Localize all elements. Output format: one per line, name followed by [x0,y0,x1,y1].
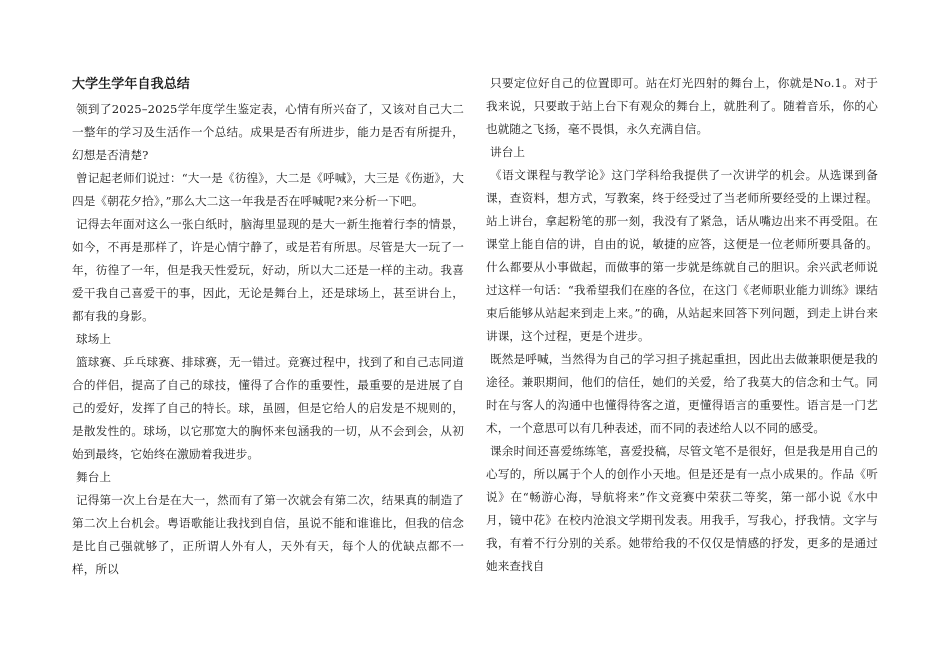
paragraph: 篮球赛、乒乓球赛、排球赛，无一错过。竞赛过程中，找到了和自己志同道合的伴侣，提高了自己的球技，懂得了合作的重要性，最重要的是进展了自己的爱好，发挥了自己的特长。球，虽圆，但是它给人的启发是不规则的，是散发性的。球场，以它那宽大的胸怀来包涵我的一切，从不会到会，从初始到最终，它始终在激励着我进步。 [72,355,464,461]
paragraph: 记得去年面对这么一张白纸时，脑海里显现的是大一新生拖着行李的情景，如今，不再是那样了，许是心情宁静了，或是若有所思。尽管是大一玩了一年，彷徨了一年，但是我天性爱玩，好动，所以大二还是一样的主动。我喜爱干我自己喜爱干的事，因此，无论是舞台上，还是球场上，甚至讲台上，都有我的身影。 [72,217,464,323]
paragraph: 记得第一次上台是在大一，然而有了第一次就会有第二次，结果真的制造了第二次上台机会。粤语歌能让我找到自信，虽说不能和谁谁比，但我的信念是比自己强就够了，正所谓人外有人，天外有天，每个人的优缺点都不一样，所以 [72,493,464,576]
paragraph: 《语文课程与教学论》这门学科给我提供了一次讲学的机会。从选课到备课，查资料，想方式，写教案，终于经受过了当老师所要经受的上课过程。站上讲台，拿起粉笔的那一刻，我没有了紧急，话从嘴边出来不再受阻。在课堂上能自信的讲，自由的说，敏捷的应答，这便是一位老师所要具备的。什么都要从小事做起，而做事的第一步就是练就自己的胆识。余兴武老师说过这样一句话：“我希望我们在座的各位，在这门《老师职业能力训练》课结束后能够从站起来到走上来。”的确，从站起来回答下列问题，到走上讲台来讲课，这个过程，更是个进步。 [486,168,878,343]
paragraph: 既然是呼喊，当然得为自己的学习担子挑起重担，因此出去做兼职便是我的途径。兼职期间，他们的信任，她们的关爱，给了我莫大的信念和士气。同时在与客人的沟通中也懂得待客之道，更懂得语言的重要性。语言是一门艺术，一个意思可以有几种表述，而不同的表述给人以不同的感受。 [486,352,878,435]
paragraph: 曾记起老师们说过：“大一是《彷徨》，大二是《呼喊》，大三是《伤逝》，大四是《朝花夕拾》，”那么大二这一年我是否在呼喊呢?来分析一下吧。 [72,171,464,208]
section-heading: 舞台上 [76,470,112,484]
paragraph: 课余时间还喜爱练练笔，喜爱投稿，尽管文笔不是很好，但是我是用自己的心写的，所以属于个人的创作小天地。但是还是有一点小成果的。作品《听说》在“畅游心海，导航将来”作文竞赛中荣获二等奖，第一部小说《水中月，镜中花》在校内沧浪文学期刊发表。用我手，写我心，抒我情。文字与我，有着不行分别的关系。她带给我的不仅仅是情感的抒发，更多的是通过她来查找自 [486,444,878,573]
document-title: 大学生学年自我总结 [72,77,190,92]
section-heading: 球场上 [76,332,112,346]
paragraph: 领到了2025–2025学年度学生鉴定表，心情有所兴奋了，又该对自己大二一整年的学习及生活作一个总结。成果是否有所进步，能力是否有所提升，幻想是否清楚? [72,102,464,162]
right-column [486,72,878,578]
paragraph: 只要定位好自己的位置即可。站在灯光四射的舞台上，你就是No.1。对于我来说，只要敢于站上台下有观众的舞台上，就胜利了。随着音乐，你的心也就随之飞扬，毫不畏惧，永久充满自信。 [486,76,878,136]
left-column [72,72,464,581]
section-heading: 讲台上 [490,145,526,159]
